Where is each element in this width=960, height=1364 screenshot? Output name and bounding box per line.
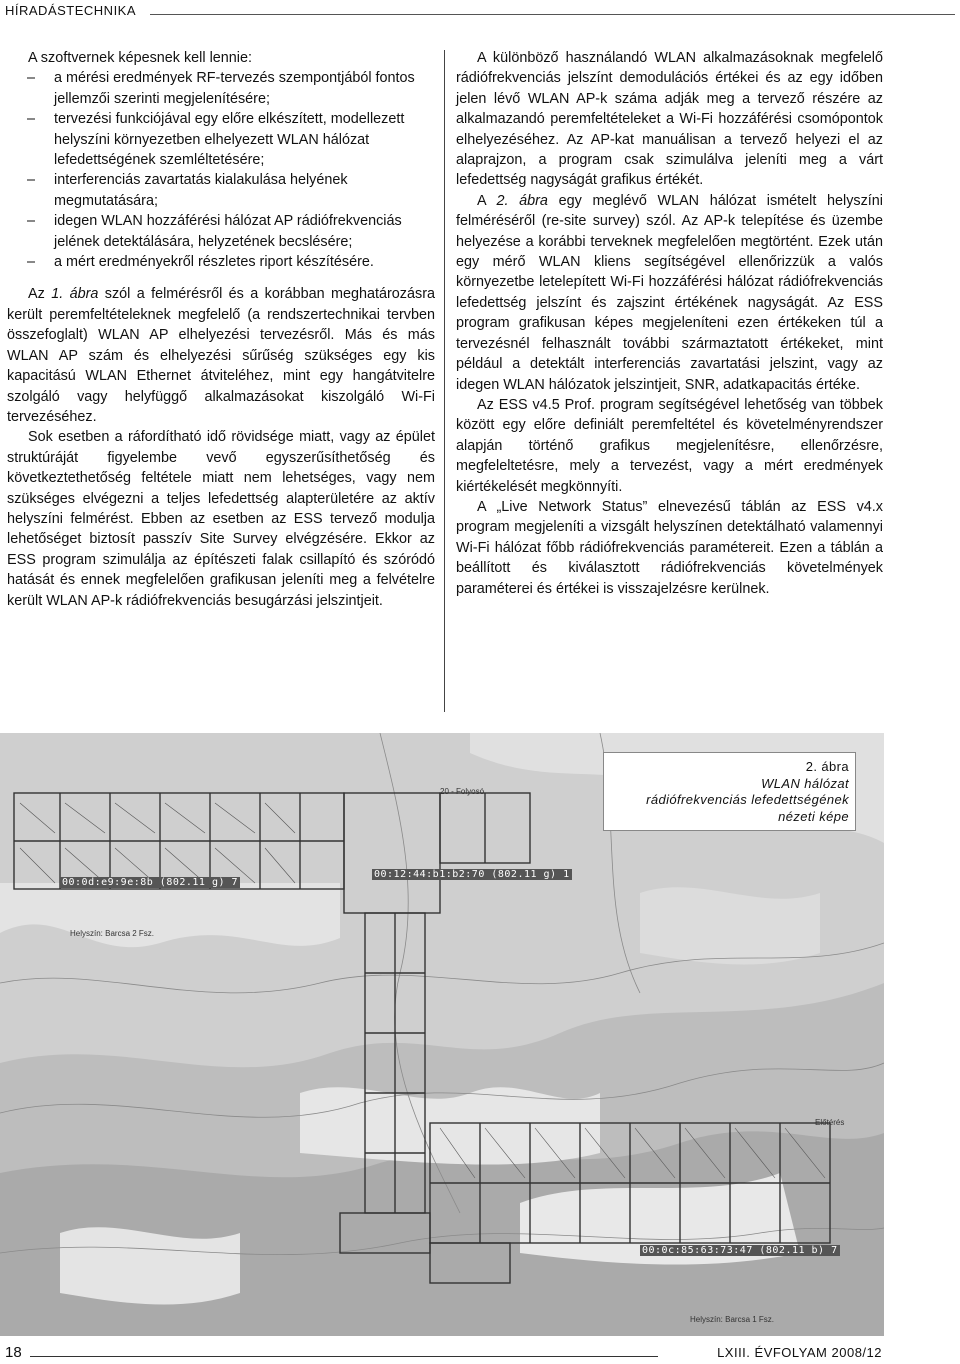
figure-reference: 1. ábra: [51, 286, 99, 303]
ap-label: 00:0c:85:63:73:47 (802.11 b) 7: [642, 1245, 838, 1256]
ap-label: 00:0d:e9:9e:8b (802.11 g) 7: [62, 877, 239, 888]
paragraph: [7, 284, 435, 427]
map-note: Helyszín: Barcsa 2 Fsz.: [70, 929, 155, 938]
list-item: – tervezési funkciójával egy előre elkészített, modellezett helyszíni környezetben elhelyezett WLAN hálózat lefedettségének szemléltetésére;: [7, 109, 435, 170]
figure-caption: [603, 752, 856, 831]
list-item: – idegen WLAN hozzáférési hálózat AP rádiófrekvenciás jelének detektálására, helyzetének becslésére;: [7, 211, 435, 252]
text-run: A: [477, 192, 497, 209]
section-title: HÍRADÁSTECHNIKA: [5, 3, 137, 18]
list-intro: A szoftvernek képesnek kell lennie:: [28, 50, 252, 66]
map-note: Előtérés: [815, 1118, 845, 1127]
paragraph: A „Live Network Status” elnevezésű táblán az ESS v4.x program megjeleníti a vizsgált helyszínen detektálható valamennyi Wi-Fi hálózat főbb rádiófrekvenciás paramétereit. Ezen a táblán a beállított és kiválasztott rádiófrekvenciás követelmények paraméterei és értékei is visszajelzésre kerülnek.: [456, 498, 883, 597]
paragraph: Az ESS v4.5 Prof. program segítségével lehetőség van többek között egy előre definiált peremfeltétel és követelményrendszer alapján történő grafikus megjelenítésre, ellenőrzésre, megfeleltetésre, mely a tervezést, vagy a mért eredmények kiértékelését megkönnyíti.: [456, 396, 883, 495]
requirements-list: [7, 68, 435, 272]
paragraph: Sok esetben a ráfordítható idő rövidsége miatt, vagy az épület struktúráját figyelembe vevő egyszerűsíthetőség és következtethetőség feltétele miatt nem lehetséges, vagy nem szükséges elvégezni a teljes lefedettség alapterületére az aktív helyszíni felmérést. Ebben az esetben az ESS tervező modulja lehetőséget biztosít passzív Site Survey elvégzésére. Ekkor az ESS program szimulálja az építészeti falak csillapító és szóródó hatását és ennek megfelelően grafikusan jeleníti meg a felvételre került WLAN AP-k rádiófrekvenciás besugárzási jelszintjeit.: [7, 429, 435, 609]
list-item: – a mérési eredmények RF-tervezés szempontjából fontos jellemzői szerinti megjelenítésére;: [7, 68, 435, 109]
caption-line: nézeti képe: [778, 808, 849, 824]
list-item: – a mért eredményekről részletes riport készítésére.: [7, 252, 435, 272]
running-header: [0, 0, 960, 22]
page-number: 18: [5, 1344, 22, 1361]
paragraph: A különböző használandó WLAN alkalmazásoknak megfelelő rádiófrekvenciás jelszínt demodulációs értékei és az egy időben jelen lévő WLAN AP-k száma adják meg a tervező részére az alkalmazandó peremfeltételeket a Wi-Fi hozzáférési csomópontok elhelyezéséhez. Az AP-kat manuálisan a tervező helyezi el az alaprajzon, a program csak szimulálva jeleníti meg a várt lefedettség nagyságát grafikus értékét.: [456, 50, 883, 189]
list-item: – interferenciás zavartatás kialakulása helyének megmutatására;: [7, 170, 435, 211]
text-run: Az: [28, 286, 52, 303]
caption-line: WLAN hálózat: [761, 775, 849, 791]
column-divider: [444, 50, 445, 712]
paragraph: [456, 191, 883, 395]
text-run: szól a felmérésről és a korábban meghatározásra került peremfeltételeknek megfelelő (a rendszertechnikai tervben összefoglalt) WLAN AP elhelyezési tervezésről. Más és más WLAN AP szám és elhelyezési sűrűség szükséges egy kis kapacitású WLAN Ethernet átviteléhez, mint egy hangátvitelre szolgáló vagy helyfüggő alkalmazásokat kiszolgáló Wi-Fi tervezéséhez.: [7, 286, 436, 425]
caption-number: 2. ábra: [805, 759, 849, 774]
map-note: 20 - Folyosó: [440, 787, 485, 796]
footer-rule: [30, 1356, 658, 1357]
issue-label: LXIII. ÉVFOLYAM 2008/12: [717, 1345, 882, 1360]
figure-reference: 2. ábra: [496, 192, 548, 209]
left-column: [7, 48, 435, 611]
page-footer: [0, 1340, 960, 1364]
text-run: egy meglévő WLAN hálózat ismételt helyszíni felméréséről (re-site survey) szól. Az AP-k telepítése és üzembe helyezése a korábbi terveknek megfelelően megtörtént. Ezek után egy mérő WLAN kliens segítségével ellenőrizzük a valós környezetbe letelepített Wi-Fi hozzáférési hálózat rádiófrekvenciás lefedettség jelszínt és zajszint értékének nagyságát. Az ESS program grafikusan képes megjeleníteni ezen értékeken túl a tervezésnél felhasznált további származtatott értékeket, mint például a detektált interferenciás zavartatási jelszint, vagy az idegen WLAN hálózatok jelszintjeit, SNR, adatkapacitás értéke.: [456, 192, 883, 393]
right-column: [456, 48, 883, 599]
header-rule: [150, 14, 955, 15]
caption-line: rádiófrekvenciás lefedettségének: [646, 792, 849, 807]
ap-label: 00:12:44:b1:b2:70 (802.11 g) 1: [374, 869, 570, 880]
map-note: Helyszín: Barcsa 1 Fsz.: [690, 1315, 775, 1324]
